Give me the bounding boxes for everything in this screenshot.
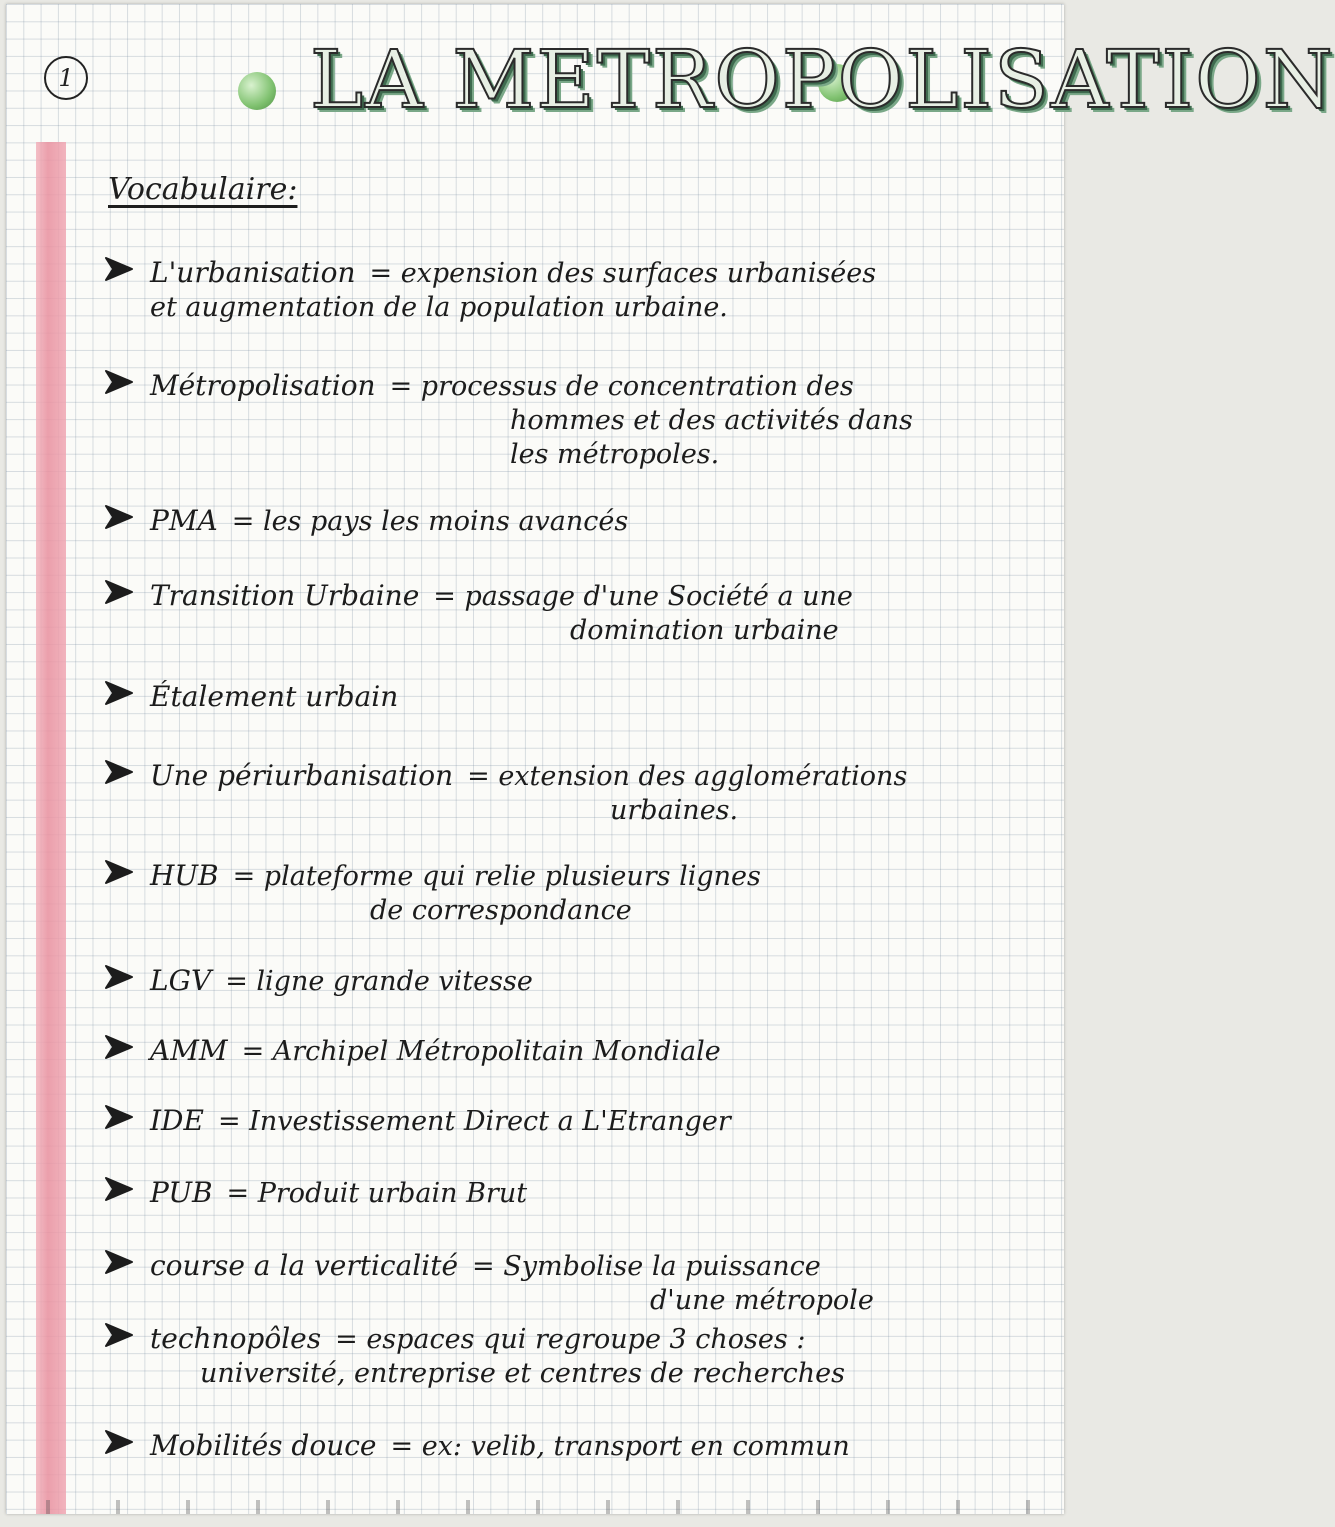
vocab-entry (102, 1104, 1052, 1139)
vocab-definition: = expension des surfaces urbanisées (369, 258, 877, 289)
arrow-bullet-icon (102, 964, 136, 990)
vocab-definition-continuation: urbaines. (610, 795, 739, 826)
vocab-term: HUB (150, 859, 219, 892)
vocab-entry-line (102, 1034, 1052, 1069)
page-title: LA METROPOLISATION (310, 33, 1335, 126)
vocab-definition-continuation: hommes et des activités dans (510, 405, 913, 436)
vocab-entry-line (102, 1322, 1052, 1357)
vocab-term: PMA (150, 504, 218, 537)
vocab-definition: = Archipel Métropolitain Mondiale (241, 1036, 721, 1067)
vocab-definition-continuation: les métropoles. (510, 439, 720, 470)
margin-band (36, 142, 66, 1514)
vocab-definition: = processus de concentration des (389, 371, 854, 402)
vocab-term: LGV (150, 964, 212, 997)
arrow-bullet-icon (102, 680, 136, 706)
vocab-entry-line (102, 1429, 1052, 1464)
arrow-bullet-icon (102, 1429, 136, 1455)
arrow-bullet-icon (102, 579, 136, 605)
vocab-entry (102, 1034, 1052, 1069)
vocab-entry (102, 1249, 1052, 1318)
vocab-entry-line (102, 859, 1052, 894)
vocab-term: Transition Urbaine (150, 579, 420, 612)
vocab-entry (102, 859, 1052, 928)
vocab-entry-line (102, 1104, 1052, 1139)
vocab-definition: = extension des agglomérations (467, 761, 908, 792)
vocab-entry-line (102, 1176, 1052, 1211)
vocab-definition-continuation: université, entreprise et centres de recherches (200, 1358, 845, 1389)
vocab-entry-line (102, 256, 1052, 291)
vocab-entry-line (102, 964, 1052, 999)
vocab-definition: = Produit urbain Brut (226, 1178, 528, 1209)
vocab-term: Métropolisation (150, 369, 376, 402)
vocab-definition: = espaces qui regroupe 3 choses : (335, 1324, 806, 1355)
vocab-entry (102, 680, 1052, 714)
vocab-term: Mobilités douce (150, 1429, 377, 1462)
vocab-definition: = Investissement Direct a L'Etranger (217, 1106, 731, 1137)
vocab-definition: = Symbolise la puissance (472, 1251, 821, 1282)
vocab-entry-line (102, 504, 1052, 539)
vocab-entry-line (102, 680, 1052, 714)
vocab-entry (102, 579, 1052, 648)
title-block (238, 22, 1335, 132)
vocab-entry-line (102, 1249, 1052, 1284)
vocab-entry (102, 1429, 1052, 1464)
vocab-definition: = plateforme qui relie plusieurs lignes (232, 861, 761, 892)
arrow-bullet-icon (102, 1104, 136, 1130)
vocab-entry-line (102, 579, 1052, 614)
arrow-bullet-icon (102, 256, 136, 282)
vocab-term: IDE (150, 1104, 204, 1137)
vocab-definition: = les pays les moins avancés (231, 506, 629, 537)
vocab-definition: = ex: velib, transport en commun (390, 1431, 850, 1462)
arrow-bullet-icon (102, 1249, 136, 1275)
vocab-definition: = ligne grande vitesse (225, 966, 533, 997)
arrow-bullet-icon (102, 1176, 136, 1202)
arrow-bullet-icon (102, 1322, 136, 1348)
vocab-term: technopôles (150, 1322, 322, 1355)
vocab-entry (102, 1322, 1052, 1391)
vocab-definition-continuation: de correspondance (370, 895, 632, 926)
arrow-bullet-icon (102, 369, 136, 395)
vocab-entry (102, 759, 1052, 828)
vocab-definition-continuation: domination urbaine (570, 615, 839, 646)
vocab-entry-line (102, 369, 1052, 404)
vocab-term: course a la verticalité (150, 1249, 459, 1282)
vocab-term: Une périurbanisation (150, 759, 454, 792)
vocab-entry (102, 256, 1052, 325)
vocab-entry (102, 504, 1052, 539)
arrow-bullet-icon (102, 759, 136, 785)
vocab-term: AMM (150, 1034, 228, 1067)
vocab-entry (102, 1176, 1052, 1211)
vocab-term: PUB (150, 1176, 213, 1209)
vocab-entry-line (102, 759, 1052, 794)
green-dot-decoration (238, 72, 276, 110)
arrow-bullet-icon (102, 1034, 136, 1060)
vocabulary-heading: Vocabulaire: (108, 172, 298, 207)
notebook-page (6, 4, 1335, 1514)
vocab-entry (102, 964, 1052, 999)
arrow-bullet-icon (102, 504, 136, 530)
vocab-term: L'urbanisation (150, 256, 356, 289)
torn-bottom-edge (6, 1500, 1064, 1514)
vocab-definition: = passage d'une Société a une (433, 581, 853, 612)
vocab-definition-continuation: d'une métropole (650, 1285, 874, 1316)
arrow-bullet-icon (102, 859, 136, 885)
vocab-entry (102, 369, 1052, 472)
vocab-term: Étalement urbain (150, 680, 399, 713)
vocab-definition-continuation: et augmentation de la population urbaine. (150, 292, 728, 323)
page-number: 1 (44, 56, 88, 100)
